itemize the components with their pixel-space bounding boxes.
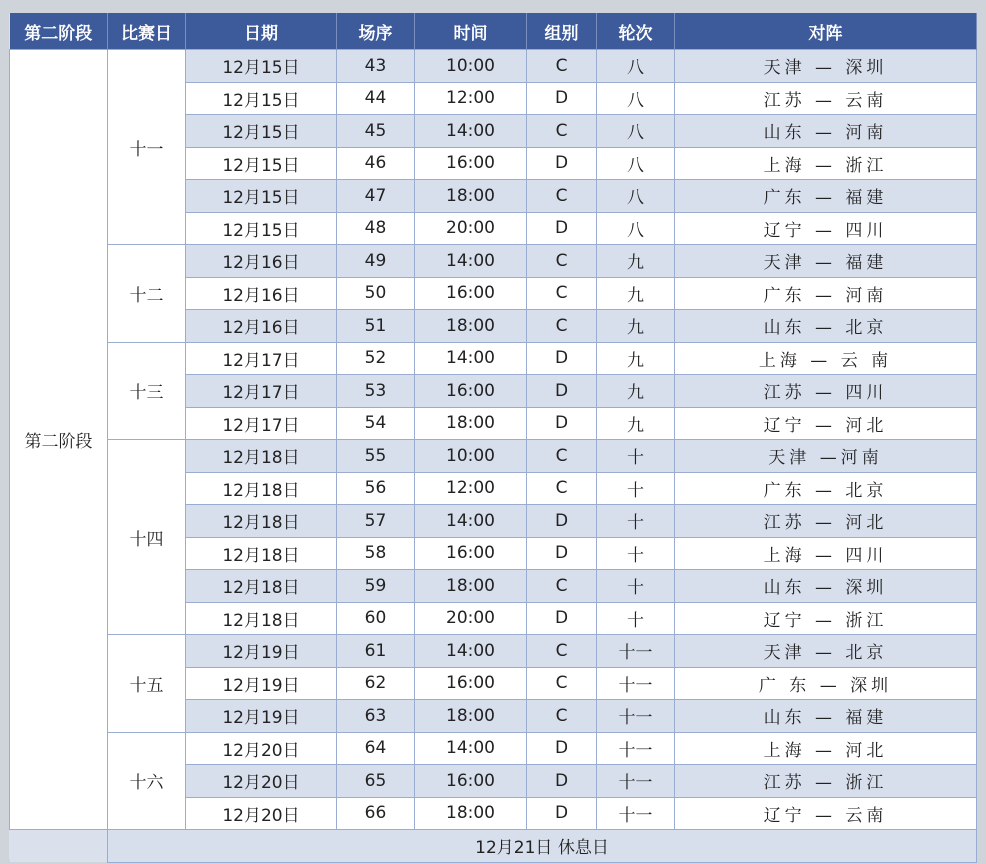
date-cell: 12月20日 (186, 765, 337, 798)
matchup-cell: 辽宁 — 四川 (675, 212, 977, 245)
header-match-day: 比赛日 (108, 13, 186, 50)
schedule-table (9, 13, 977, 863)
matchup-cell: 山东 — 北京 (675, 310, 977, 343)
matchup-cell: 山东 — 福建 (675, 700, 977, 733)
date-cell: 12月15日 (186, 212, 337, 245)
match-number-cell: 44 (337, 82, 415, 115)
time-cell: 18:00 (415, 700, 527, 733)
group-cell: D (527, 765, 597, 798)
match-number-cell: 57 (337, 505, 415, 538)
date-cell: 12月17日 (186, 375, 337, 408)
round-cell: 十 (597, 537, 675, 570)
match-number-cell: 50 (337, 277, 415, 310)
date-cell: 12月19日 (186, 700, 337, 733)
group-cell: C (527, 700, 597, 733)
group-cell: D (527, 147, 597, 180)
time-cell: 16:00 (415, 375, 527, 408)
rest-day-note: 12月21日 休息日 (108, 830, 977, 863)
group-cell: D (527, 342, 597, 375)
round-cell: 十一 (597, 700, 675, 733)
time-cell: 16:00 (415, 667, 527, 700)
date-cell: 12月16日 (186, 277, 337, 310)
match-day-cell: 十五 (108, 635, 186, 733)
time-cell: 12:00 (415, 472, 527, 505)
match-number-cell: 52 (337, 342, 415, 375)
match-number-cell: 63 (337, 700, 415, 733)
match-number-cell: 43 (337, 50, 415, 83)
time-cell: 14:00 (415, 342, 527, 375)
date-cell: 12月17日 (186, 342, 337, 375)
match-number-cell: 53 (337, 375, 415, 408)
round-cell: 十 (597, 505, 675, 538)
match-number-cell: 45 (337, 115, 415, 148)
matchup-cell: 广东 — 北京 (675, 472, 977, 505)
matchup-cell: 上海 — 云 南 (675, 342, 977, 375)
schedule-body (10, 50, 977, 863)
group-cell: C (527, 570, 597, 603)
header-row (10, 13, 977, 50)
time-cell: 14:00 (415, 115, 527, 148)
match-day-cell: 十三 (108, 342, 186, 440)
round-cell: 九 (597, 342, 675, 375)
date-cell: 12月15日 (186, 147, 337, 180)
date-cell: 12月18日 (186, 505, 337, 538)
round-cell: 九 (597, 375, 675, 408)
date-cell: 12月18日 (186, 472, 337, 505)
group-cell: C (527, 277, 597, 310)
table-row (10, 50, 977, 83)
matchup-cell: 山东 — 深圳 (675, 570, 977, 603)
header-match-number: 场序 (337, 13, 415, 50)
date-cell: 12月15日 (186, 50, 337, 83)
date-cell: 12月18日 (186, 537, 337, 570)
group-cell: D (527, 732, 597, 765)
time-cell: 18:00 (415, 407, 527, 440)
match-number-cell: 54 (337, 407, 415, 440)
time-cell: 16:00 (415, 147, 527, 180)
date-cell: 12月15日 (186, 82, 337, 115)
round-cell: 十一 (597, 732, 675, 765)
match-day-cell: 十一 (108, 50, 186, 245)
round-cell: 八 (597, 147, 675, 180)
footer-spacer (10, 830, 108, 863)
matchup-cell: 天津 — 深圳 (675, 50, 977, 83)
time-cell: 14:00 (415, 732, 527, 765)
time-cell: 18:00 (415, 180, 527, 213)
match-number-cell: 55 (337, 440, 415, 473)
match-day-cell: 十二 (108, 245, 186, 343)
time-cell: 16:00 (415, 765, 527, 798)
match-number-cell: 51 (337, 310, 415, 343)
date-cell: 12月20日 (186, 732, 337, 765)
match-number-cell: 66 (337, 797, 415, 830)
match-number-cell: 56 (337, 472, 415, 505)
time-cell: 12:00 (415, 82, 527, 115)
group-cell: C (527, 440, 597, 473)
group-cell: D (527, 797, 597, 830)
round-cell: 十一 (597, 765, 675, 798)
time-cell: 14:00 (415, 635, 527, 668)
header-time: 时间 (415, 13, 527, 50)
matchup-cell: 天津 — 福建 (675, 245, 977, 278)
matchup-cell: 上海 — 四川 (675, 537, 977, 570)
matchup-cell: 天津 — 北京 (675, 635, 977, 668)
header-group: 组别 (527, 13, 597, 50)
header-stage: 第二阶段 (10, 13, 108, 50)
header-date: 日期 (186, 13, 337, 50)
matchup-cell: 上海 — 河北 (675, 732, 977, 765)
table-row (10, 245, 977, 278)
round-cell: 十 (597, 440, 675, 473)
matchup-cell: 辽宁 — 浙江 (675, 602, 977, 635)
matchup-cell: 广 东 — 深圳 (675, 667, 977, 700)
matchup-cell: 江苏 — 浙江 (675, 765, 977, 798)
round-cell: 九 (597, 310, 675, 343)
group-cell: D (527, 537, 597, 570)
match-number-cell: 60 (337, 602, 415, 635)
time-cell: 20:00 (415, 602, 527, 635)
group-cell: C (527, 180, 597, 213)
table-row (10, 440, 977, 473)
group-cell: C (527, 115, 597, 148)
matchup-cell: 江苏 — 云南 (675, 82, 977, 115)
group-cell: D (527, 82, 597, 115)
match-number-cell: 62 (337, 667, 415, 700)
time-cell: 18:00 (415, 310, 527, 343)
date-cell: 12月17日 (186, 407, 337, 440)
match-number-cell: 58 (337, 537, 415, 570)
match-number-cell: 64 (337, 732, 415, 765)
matchup-cell: 广东 — 福建 (675, 180, 977, 213)
match-number-cell: 49 (337, 245, 415, 278)
round-cell: 十一 (597, 797, 675, 830)
round-cell: 八 (597, 50, 675, 83)
match-number-cell: 47 (337, 180, 415, 213)
round-cell: 十 (597, 570, 675, 603)
date-cell: 12月16日 (186, 310, 337, 343)
matchup-cell: 山东 — 河南 (675, 115, 977, 148)
date-cell: 12月18日 (186, 602, 337, 635)
date-cell: 12月18日 (186, 570, 337, 603)
table-row (10, 342, 977, 375)
match-day-cell: 十四 (108, 440, 186, 635)
time-cell: 16:00 (415, 277, 527, 310)
date-cell: 12月16日 (186, 245, 337, 278)
schedule-frame (9, 13, 976, 859)
match-number-cell: 61 (337, 635, 415, 668)
date-cell: 12月20日 (186, 797, 337, 830)
round-cell: 八 (597, 212, 675, 245)
round-cell: 十 (597, 472, 675, 505)
time-cell: 10:00 (415, 50, 527, 83)
match-number-cell: 46 (337, 147, 415, 180)
match-number-cell: 65 (337, 765, 415, 798)
round-cell: 八 (597, 180, 675, 213)
time-cell: 16:00 (415, 537, 527, 570)
time-cell: 18:00 (415, 570, 527, 603)
date-cell: 12月18日 (186, 440, 337, 473)
round-cell: 九 (597, 407, 675, 440)
group-cell: C (527, 310, 597, 343)
date-cell: 12月15日 (186, 115, 337, 148)
group-cell: C (527, 635, 597, 668)
header-round: 轮次 (597, 13, 675, 50)
match-number-cell: 48 (337, 212, 415, 245)
time-cell: 14:00 (415, 505, 527, 538)
matchup-cell: 辽宁 — 河北 (675, 407, 977, 440)
time-cell: 18:00 (415, 797, 527, 830)
time-cell: 20:00 (415, 212, 527, 245)
group-cell: D (527, 212, 597, 245)
group-cell: D (527, 375, 597, 408)
round-cell: 八 (597, 82, 675, 115)
group-cell: C (527, 50, 597, 83)
footer-row (10, 830, 977, 863)
match-day-cell: 十六 (108, 732, 186, 830)
header-matchup: 对阵 (675, 13, 977, 50)
matchup-cell: 天津 —河南 (675, 440, 977, 473)
round-cell: 九 (597, 277, 675, 310)
date-cell: 12月15日 (186, 180, 337, 213)
group-cell: C (527, 472, 597, 505)
time-cell: 14:00 (415, 245, 527, 278)
stage-cell: 第二阶段 (10, 50, 108, 830)
table-row (10, 635, 977, 668)
group-cell: D (527, 407, 597, 440)
date-cell: 12月19日 (186, 667, 337, 700)
matchup-cell: 上海 — 浙江 (675, 147, 977, 180)
group-cell: C (527, 245, 597, 278)
group-cell: D (527, 505, 597, 538)
round-cell: 十一 (597, 635, 675, 668)
table-row (10, 732, 977, 765)
round-cell: 九 (597, 245, 675, 278)
matchup-cell: 江苏 — 四川 (675, 375, 977, 408)
matchup-cell: 广东 — 河南 (675, 277, 977, 310)
matchup-cell: 江苏 — 河北 (675, 505, 977, 538)
date-cell: 12月19日 (186, 635, 337, 668)
group-cell: C (527, 667, 597, 700)
round-cell: 十 (597, 602, 675, 635)
round-cell: 十一 (597, 667, 675, 700)
group-cell: D (527, 602, 597, 635)
match-number-cell: 59 (337, 570, 415, 603)
time-cell: 10:00 (415, 440, 527, 473)
round-cell: 八 (597, 115, 675, 148)
matchup-cell: 辽宁 — 云南 (675, 797, 977, 830)
